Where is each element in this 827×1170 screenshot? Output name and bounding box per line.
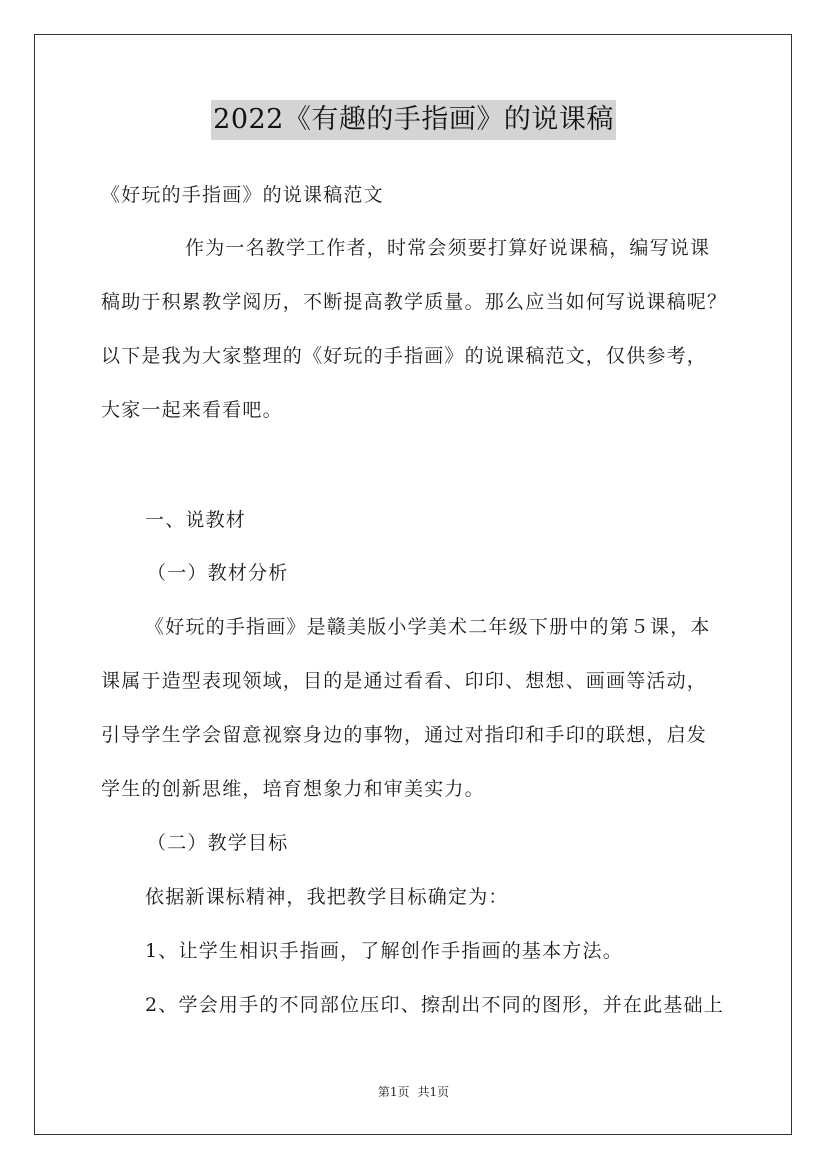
goal-item-2: 2、学会用手的不同部位压印、擦刮出不同的图形，并在此基础上: [145, 994, 724, 1016]
analysis-line-2: 课属于造型表现领域，目的是通过看看、印印、想想、画画等活动，: [101, 670, 708, 692]
subheading-material-analysis: （一）教材分析: [147, 562, 289, 584]
analysis-line-4: 学生的创新思维，培育想象力和审美实力。: [101, 778, 485, 800]
analysis-line-1: 《好玩的手指画》是赣美版小学美术二年级下册中的第５课，本: [145, 616, 711, 638]
analysis-line-3: 引导学生学会留意视察身边的事物，通过对指印和手印的联想，启发: [101, 724, 708, 746]
document-title: 2022《有趣的手指画》的说课稿: [211, 100, 616, 140]
goal-item-1: 1、让学生相识手指画，了解创作手指画的基本方法。: [145, 940, 623, 962]
page-footer: [0, 1083, 827, 1101]
page-number-total: 共1页: [417, 1085, 450, 1099]
page-number-current: 第1页: [377, 1085, 410, 1099]
intro-line-2: 稿助于积累教学阅历，不断提高教学质量。那么应当如何写说课稿呢？: [101, 291, 728, 313]
document-subtitle: 《好玩的手指画》的说课稿范文: [101, 184, 384, 206]
goals-lead: 依据新课标精神，我把教学目标确定为：: [145, 886, 509, 908]
intro-line-4: 大家一起来看看吧。: [101, 399, 283, 421]
section-heading-teaching-material: 一、说教材: [145, 509, 247, 531]
subheading-teaching-goals: （二）教学目标: [147, 832, 289, 854]
intro-line-3: 以下是我为大家整理的《好玩的手指画》的说课稿范文，仅供参考，: [101, 345, 708, 367]
intro-line-1: 作为一名教学工作者，时常会须要打算好说课稿，编写说课: [185, 237, 711, 259]
title-container: [0, 100, 827, 140]
